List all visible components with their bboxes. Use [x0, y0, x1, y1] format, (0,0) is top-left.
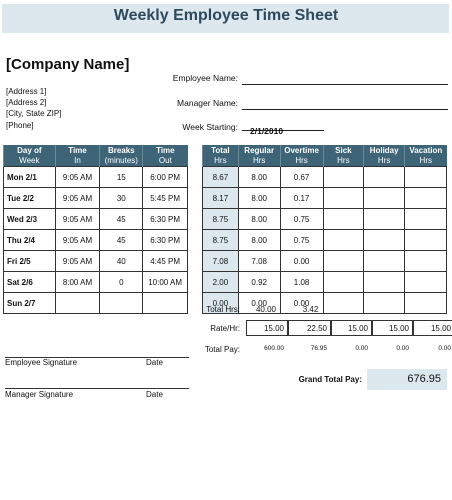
cell-regular: 8.00 [238, 230, 280, 251]
header-line2: Week [19, 155, 40, 165]
cell-holiday[interactable] [364, 293, 405, 314]
cell-overtime: 0.67 [280, 167, 323, 188]
cell-breaks[interactable]: 15 [100, 167, 143, 188]
right-header-3 [323, 145, 364, 167]
address-line-1: [Address 1] [6, 87, 47, 96]
employee-signature-label: Employee Signature [5, 358, 78, 367]
week-starting-field[interactable] [242, 121, 324, 136]
cell-sick[interactable] [323, 209, 364, 230]
rate-cell[interactable]: 15.00 [372, 320, 413, 336]
cell-breaks[interactable]: 0 [100, 272, 143, 293]
cell-regular: 0.00 [238, 293, 280, 314]
phone: [Phone] [6, 121, 34, 130]
employee-name-field[interactable] [242, 74, 448, 85]
cell-regular: 8.00 [238, 167, 280, 188]
grand-total-label: Grand Total Pay: [298, 375, 362, 384]
header-line1: Regular [244, 145, 275, 155]
city-state-zip: [City, State ZIP] [6, 109, 62, 118]
cell-total: 8.75 [203, 230, 239, 251]
header-line1: Day of [17, 145, 42, 155]
week-starting-value: 2/1/2010 [250, 126, 284, 136]
company-name: [Company Name] [6, 56, 130, 73]
left-header-2 [100, 145, 143, 167]
cell-out[interactable]: 4:45 PM [143, 251, 188, 272]
cell-total: 7.08 [203, 251, 239, 272]
cell-day: Fri 2/5 [4, 251, 56, 272]
header-line2: Hrs [214, 155, 227, 165]
table-row [203, 272, 447, 293]
cell-overtime: 0.75 [280, 209, 323, 230]
address-line-2: [Address 2] [6, 98, 47, 107]
right-header-1 [238, 145, 280, 167]
header-line2: (minutes) [104, 155, 138, 165]
cell-regular: 7.08 [238, 251, 280, 272]
table-row [4, 188, 188, 209]
cell-vacation[interactable] [405, 251, 447, 272]
right-header-4 [364, 145, 405, 167]
cell-holiday[interactable] [364, 209, 405, 230]
cell-vacation[interactable] [405, 272, 447, 293]
right-header-0 [203, 145, 239, 167]
right-header-2 [280, 145, 323, 167]
cell-out[interactable]: 6:30 PM [143, 230, 188, 251]
header-line2: Hrs [252, 155, 266, 165]
table-row [4, 272, 188, 293]
total-regular-hrs: 40.00 [255, 305, 277, 314]
table-row [4, 251, 188, 272]
cell-overtime: 0.00 [280, 251, 323, 272]
table-row [203, 188, 447, 209]
rate-cell[interactable]: 15.00 [246, 320, 288, 336]
week-starting-label: Week Starting: [182, 122, 238, 132]
cell-out[interactable]: 6:00 PM [143, 167, 188, 188]
page-title: Weekly Employee Time Sheet [113, 7, 339, 24]
cell-sick[interactable] [323, 167, 364, 188]
pay-cell: 600.00 [264, 345, 284, 352]
total-hrs-label: Total Hrs: [206, 305, 240, 314]
cell-in[interactable] [55, 293, 100, 314]
manager-name-label: Manager Name: [177, 98, 238, 108]
header-line1: Sick [335, 145, 352, 155]
cell-holiday[interactable] [364, 272, 405, 293]
cell-total: 0.00 [203, 293, 239, 314]
cell-vacation[interactable] [405, 188, 447, 209]
manager-signature-label: Manager Signature [5, 390, 74, 399]
cell-vacation[interactable] [405, 167, 447, 188]
cell-overtime: 0.17 [280, 188, 323, 209]
header-line2: In [74, 155, 81, 165]
pay-cell: 0.00 [396, 345, 409, 352]
header-line2: Hrs [377, 155, 391, 165]
header-line1: Time [156, 145, 175, 155]
header-line2: Out [158, 155, 172, 165]
table-row [4, 167, 188, 188]
left-header-0 [4, 145, 56, 167]
cell-holiday[interactable] [364, 188, 405, 209]
header-line1: Overtime [284, 145, 319, 155]
header-line1: Time [68, 145, 87, 155]
cell-day: Sun 2/7 [4, 293, 56, 314]
table-row [4, 230, 188, 251]
table-row [203, 209, 447, 230]
total-overtime-hrs: 3.42 [302, 305, 319, 314]
cell-breaks[interactable]: 45 [100, 209, 143, 230]
cell-sick[interactable] [323, 251, 364, 272]
cell-out[interactable] [143, 293, 188, 314]
cell-regular: 8.00 [238, 188, 280, 209]
table-row [203, 251, 447, 272]
cell-day: Wed 2/3 [4, 209, 56, 230]
header-line2: Hrs [337, 155, 350, 165]
cell-in[interactable]: 9:05 AM [55, 251, 100, 272]
employee-name-label: Employee Name: [172, 73, 238, 83]
cell-in[interactable]: 9:05 AM [55, 230, 100, 251]
rate-cell[interactable]: 15.00 [413, 320, 452, 336]
cell-holiday[interactable] [364, 251, 405, 272]
cell-in[interactable]: 9:05 AM [55, 167, 100, 188]
cell-out[interactable]: 6:30 PM [143, 209, 188, 230]
right-header-5 [405, 145, 447, 167]
rate-label: Rate/Hr: [210, 324, 240, 333]
header-line2: Hrs [419, 155, 432, 165]
cell-day: Sat 2/6 [4, 272, 56, 293]
table-row [203, 230, 447, 251]
hours-table [202, 145, 447, 314]
cell-holiday[interactable] [364, 230, 405, 251]
cell-overtime: 1.08 [280, 272, 323, 293]
cell-sick[interactable] [323, 230, 364, 251]
left-header-3 [143, 145, 188, 167]
time-entry-table [3, 145, 188, 314]
pay-cell: 0.00 [355, 345, 368, 352]
cell-in[interactable]: 9:05 AM [55, 209, 100, 230]
cell-day: Tue 2/2 [4, 188, 56, 209]
cell-overtime: 0.00 [280, 293, 323, 314]
table-row [4, 209, 188, 230]
cell-breaks[interactable] [100, 293, 143, 314]
manager-name-field[interactable] [242, 99, 448, 110]
pay-cell: 0.00 [438, 345, 451, 352]
cell-regular: 8.00 [238, 209, 280, 230]
header-line2: Hrs [295, 155, 308, 165]
header-line1: Total [211, 145, 230, 155]
table-row [4, 293, 188, 314]
cell-vacation[interactable] [405, 230, 447, 251]
left-header-1 [55, 145, 100, 167]
header-line1: Vacation [409, 145, 443, 155]
rate-cell[interactable]: 22.50 [288, 320, 331, 336]
manager-date-label: Date [146, 390, 163, 399]
cell-total: 2.00 [203, 272, 239, 293]
cell-vacation[interactable] [405, 293, 447, 314]
cell-breaks[interactable]: 40 [100, 251, 143, 272]
pay-cell: 76.95 [310, 345, 327, 352]
cell-day: Mon 2/1 [4, 167, 56, 188]
cell-vacation[interactable] [405, 209, 447, 230]
cell-in[interactable]: 8:00 AM [55, 272, 100, 293]
manager-signature-line[interactable] [5, 388, 189, 389]
total-pay-label: Total Pay: [204, 345, 240, 354]
cell-total: 8.67 [203, 167, 239, 188]
cell-out[interactable]: 5:45 PM [143, 188, 188, 209]
cell-day: Thu 2/4 [4, 230, 56, 251]
header-line1: Holiday [369, 145, 399, 155]
cell-out[interactable]: 10:00 AM [143, 272, 188, 293]
cell-overtime: 0.75 [280, 230, 323, 251]
rate-cell[interactable]: 15.00 [331, 320, 372, 336]
cell-holiday[interactable] [364, 167, 405, 188]
cell-breaks[interactable]: 30 [100, 188, 143, 209]
employee-date-label: Date [146, 358, 163, 367]
cell-regular: 0.92 [238, 272, 280, 293]
cell-total: 8.17 [203, 188, 239, 209]
grand-total-value: 676.95 [367, 369, 447, 390]
header-line1: Breaks [107, 145, 135, 155]
cell-sick[interactable] [323, 272, 364, 293]
table-row [203, 167, 447, 188]
cell-sick[interactable] [323, 188, 364, 209]
cell-breaks[interactable]: 45 [100, 230, 143, 251]
cell-total: 8.75 [203, 209, 239, 230]
cell-in[interactable]: 9:05 AM [55, 188, 100, 209]
